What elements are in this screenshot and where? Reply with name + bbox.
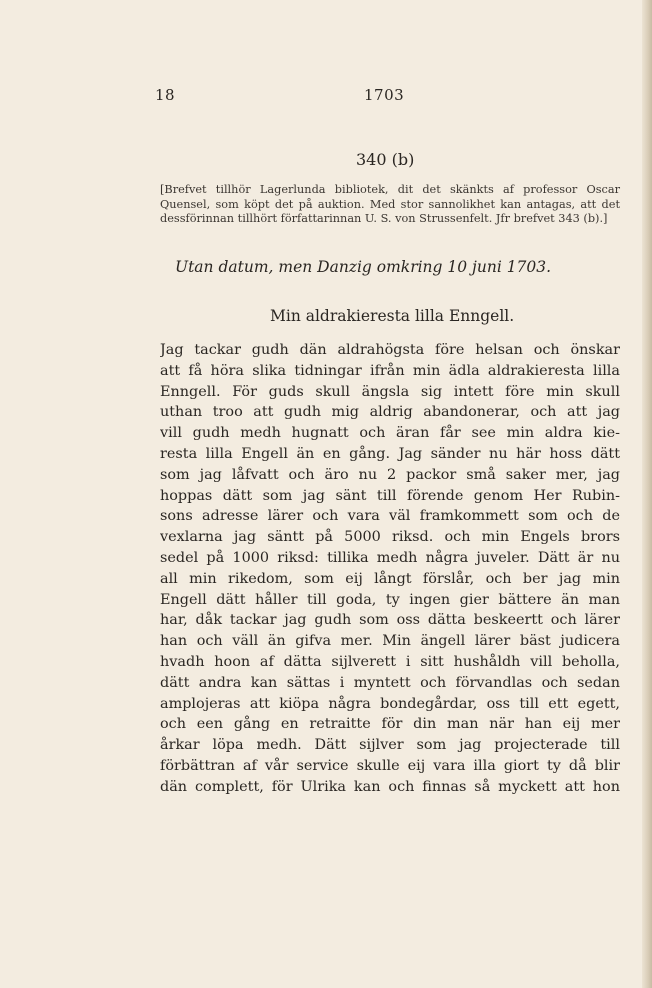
entry-number: 340 (b) bbox=[356, 150, 415, 169]
letter-line: han och väll än gifva mer. Min ängell lärer bäst judicera bbox=[160, 633, 620, 650]
letter-line: vill gudh medh hugnatt och äran får see min aldra kie- bbox=[160, 425, 620, 442]
letter-line: uthan troo att gudh mig aldrig abandonerar, och att jag bbox=[160, 404, 620, 421]
running-header-year: 1703 bbox=[364, 86, 405, 104]
letter-line: vexlarna jag säntt på 5000 riksd. och min Engels brors bbox=[160, 529, 620, 546]
letter-body bbox=[160, 340, 620, 798]
letter-line: som jag låfvatt och äro nu 2 packor små saker mer, jag bbox=[160, 466, 620, 483]
page-number: 18 bbox=[155, 86, 176, 104]
source-note: [Brefvet tillhör Lagerlunda bibliotek, dit det skänkts af professor Oscar Quensel, som köpt det på auktion. Med stor sannolikhet kan antagas, att det dessförinnan tillhört författarinnan U. S. von Strussenfelt. Jfr brefvet 343 (b).] bbox=[160, 183, 620, 226]
letter-line: amplojeras att kiöpa några bondegårdar, oss till ett egett, bbox=[160, 695, 620, 712]
letter-line: och een gång en retraitte för din man när han eij mer bbox=[160, 716, 620, 733]
letter-line: all min rikedom, som eij långt förslår, och ber jag min bbox=[160, 570, 620, 587]
letter-line: har, dåk tackar jag gudh som oss dätta beskeertt och lärer bbox=[160, 612, 620, 629]
letter-line: förbättran af vår service skulle eij vara illa giort ty då blir bbox=[160, 757, 620, 774]
dateline: Utan datum, men Danzig omkring 10 juni 1703. bbox=[175, 258, 552, 276]
letter-line: sons adresse lärer och vara väl framkommett som och de bbox=[160, 508, 620, 525]
letter-line: Enngell. För guds skull ängsla sig intett före min skull bbox=[160, 383, 620, 400]
salutation: Min aldrakieresta lilla Enngell. bbox=[270, 307, 515, 325]
letter-line: dän complett, för Ulrika kan och finnas så myckett att hon bbox=[160, 778, 620, 795]
letter-line: Jag tackar gudh dän aldrahögsta före helsan och önskar bbox=[160, 342, 620, 358]
page-edge bbox=[642, 0, 652, 988]
letter-line: hoppas dätt som jag sänt till förende genom Her Rubin- bbox=[160, 487, 620, 504]
letter-line: dätt andra kan sättas i myntett och förvandlas och sedan bbox=[160, 674, 620, 691]
letter-line: resta lilla Engell än en gång. Jag sänder nu här hoss dätt bbox=[160, 445, 620, 462]
letter-line: att få höra slika tidningar ifrån min ädla aldrakieresta lilla bbox=[160, 362, 620, 379]
letter-line: årkar löpa medh. Dätt sijlver som jag projecterade till bbox=[160, 737, 620, 754]
letter-line: hvadh hoon af dätta sijlverett i sitt hushåldh vill beholla, bbox=[160, 653, 620, 670]
letter-line: sedel på 1000 riksd: tillika medh några juveler. Dätt är nu bbox=[160, 549, 620, 566]
letter-line: Engell dätt håller till goda, ty ingen gier bättere än man bbox=[160, 591, 620, 608]
